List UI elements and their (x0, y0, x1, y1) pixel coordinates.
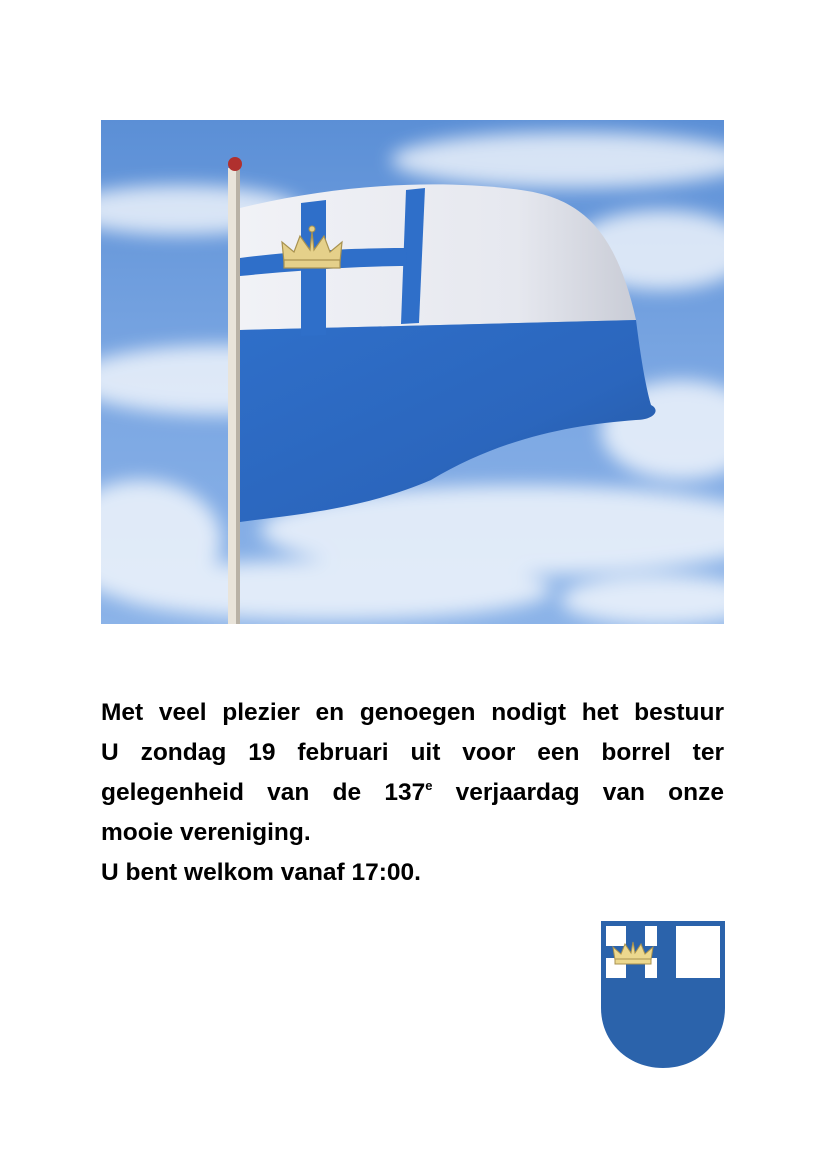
invitation-line-2: U zondag 19 februari uit voor een borrel ter (101, 739, 724, 766)
flag-illustration (101, 120, 724, 624)
shield-icon (600, 920, 726, 1070)
invitation-line-5: U bent welkom vanaf 17:00. (101, 859, 421, 886)
club-shield-logo (600, 920, 726, 1070)
flag-photo (101, 120, 724, 624)
invitation-text (101, 693, 724, 893)
ordinal-suffix: e (425, 778, 433, 793)
invitation-line-4: mooie vereniging. (101, 819, 311, 846)
pole-knob (228, 157, 242, 171)
invitation-line-1: Met veel plezier en genoegen nodigt het bestuur (101, 699, 724, 726)
invitation-line-3: gelegenheid van de 137e verjaardag van onze (101, 778, 724, 806)
